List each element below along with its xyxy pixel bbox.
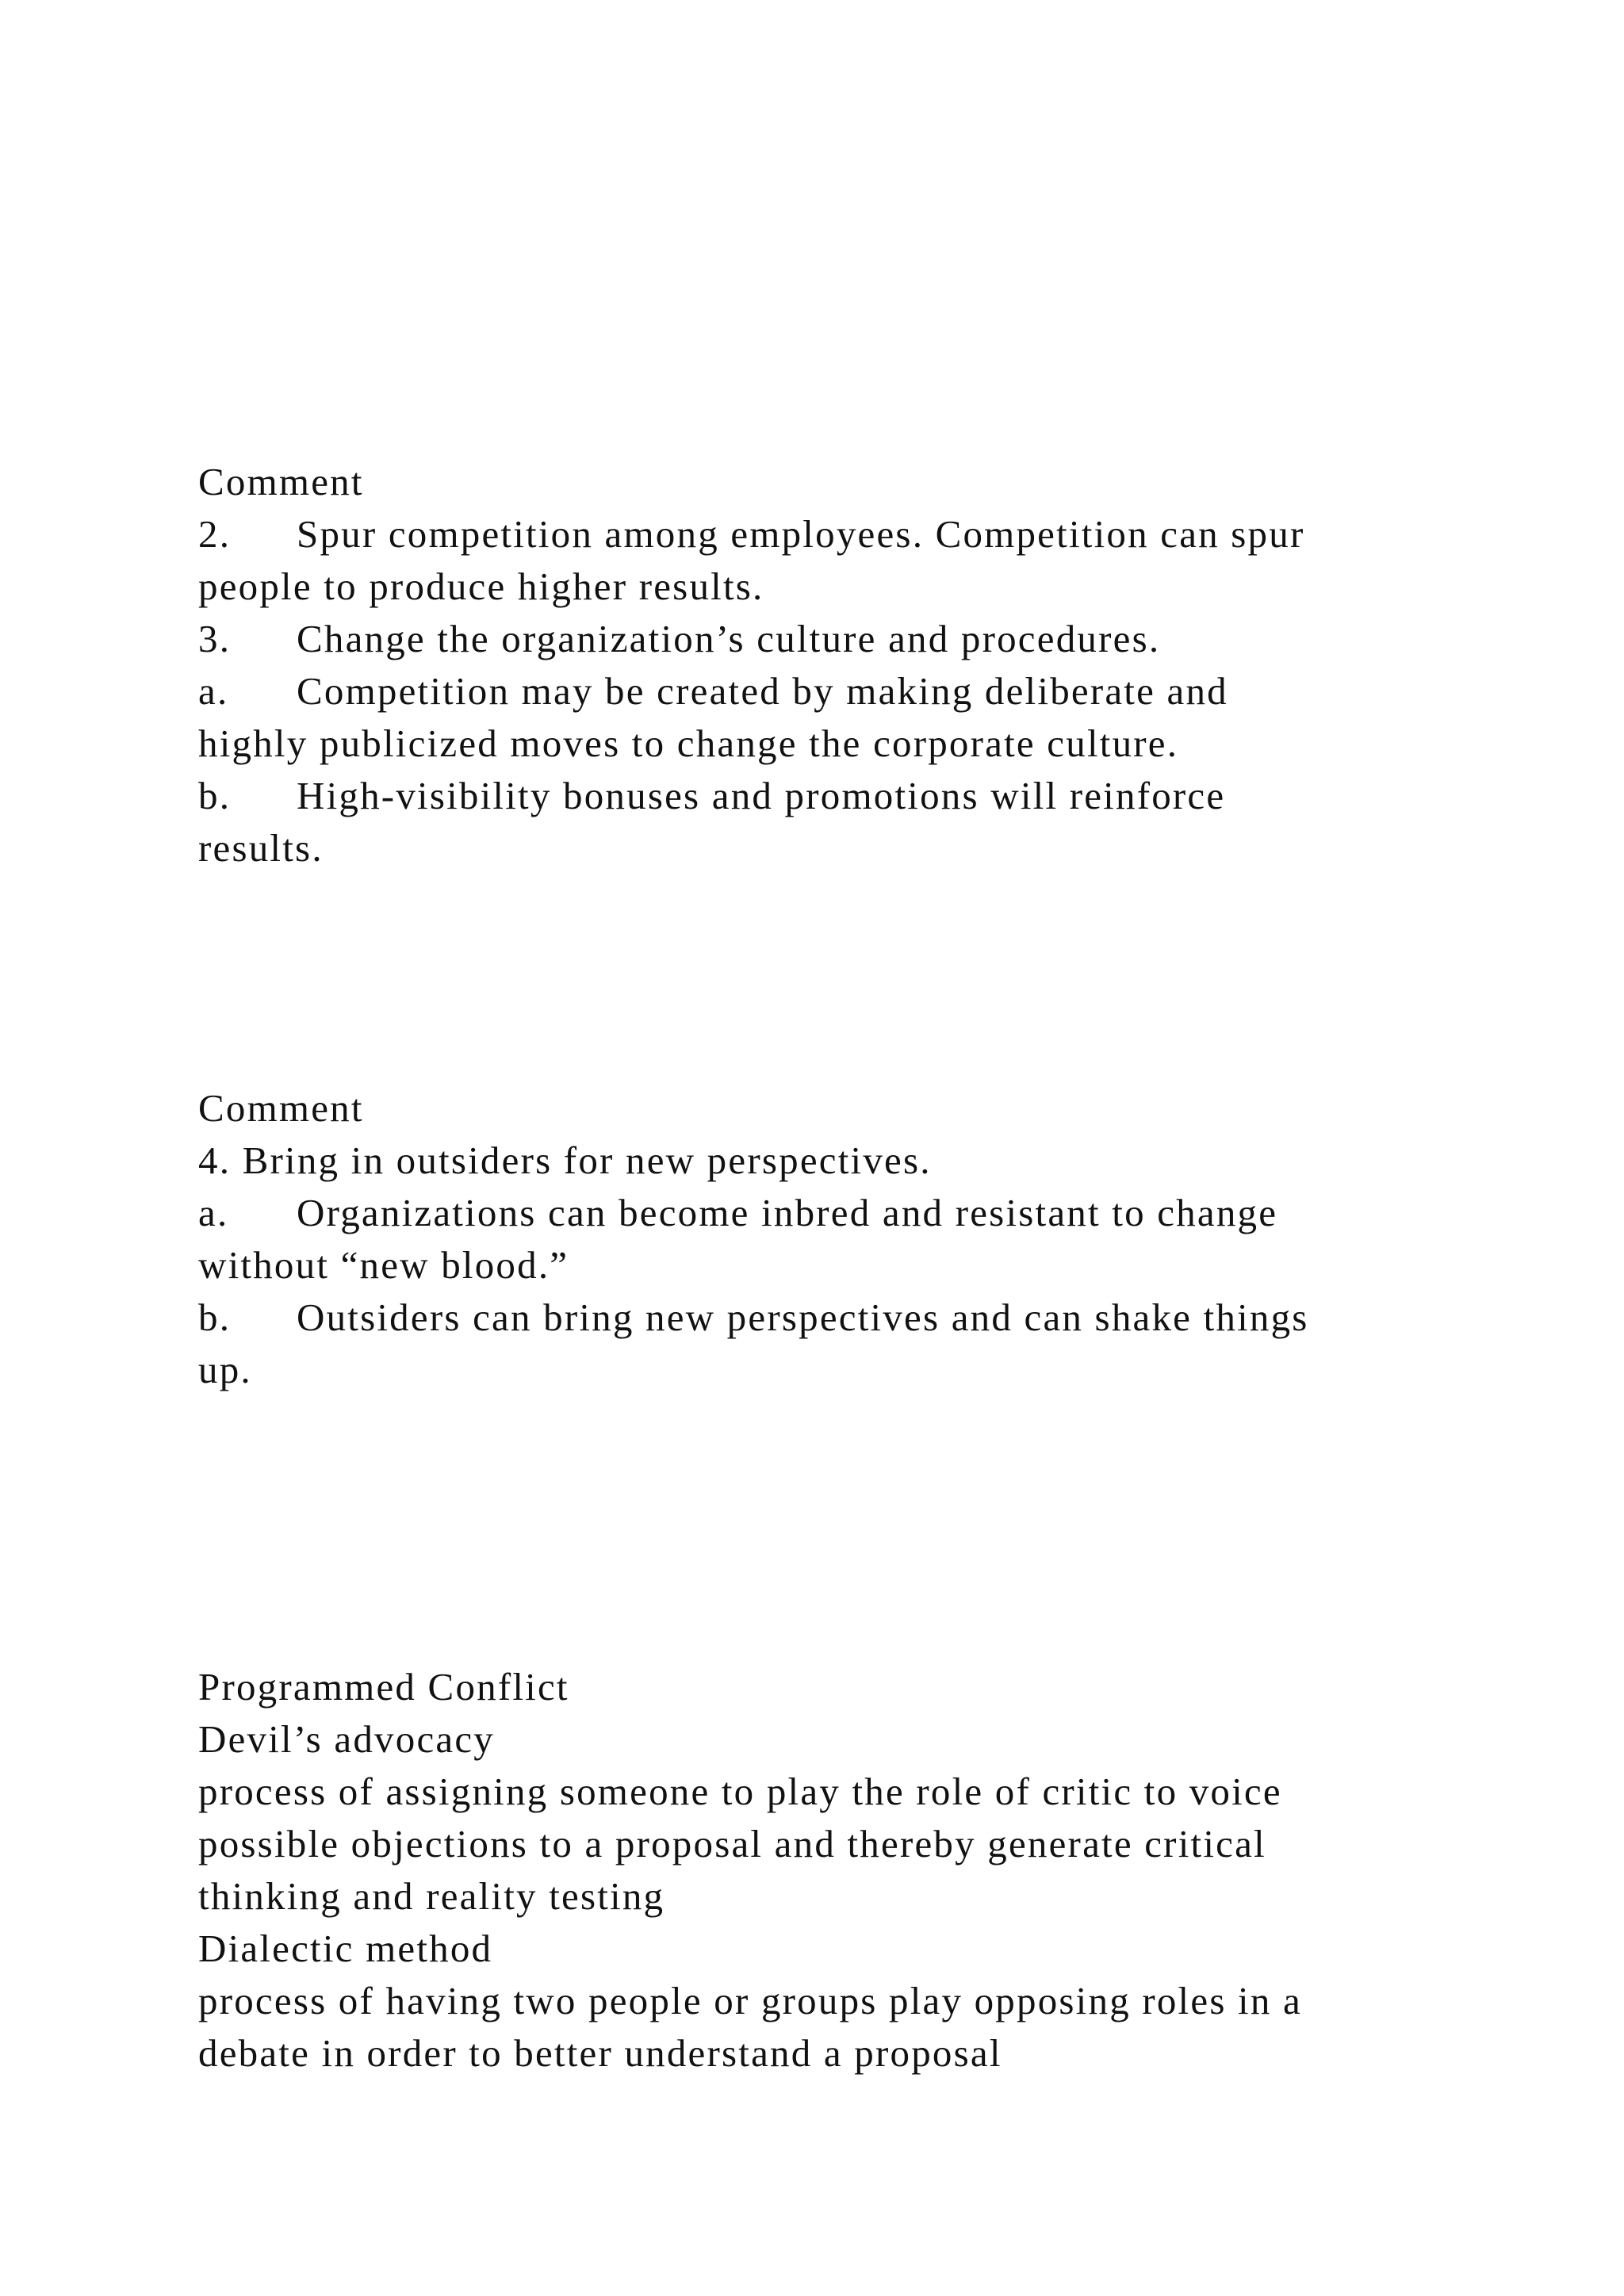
section-heading: Programmed Conflict bbox=[198, 1665, 569, 1709]
list-item-2 bbox=[198, 508, 1499, 561]
definition-text: debate in order to better understand a proposal bbox=[198, 2031, 1002, 2075]
programmed-conflict-section bbox=[198, 1661, 1499, 2080]
item-letter: b. bbox=[198, 774, 232, 817]
item-text: High-visibility bonuses and promotions will reinforce bbox=[297, 774, 1226, 817]
item-letter: a. bbox=[198, 669, 229, 713]
comment-section-outsiders bbox=[198, 1082, 1499, 1396]
item-text-continued: up. bbox=[198, 1348, 252, 1391]
sub-item-b bbox=[198, 770, 1499, 822]
definition-text: possible objections to a proposal and thereby generate critical bbox=[198, 1822, 1266, 1866]
item-text: Outsiders can bring new perspectives and can shake things bbox=[297, 1295, 1309, 1339]
sub-item-a bbox=[198, 1187, 1499, 1239]
item-text-continued: results. bbox=[198, 826, 324, 870]
term-dialectic-method: Dialectic method bbox=[198, 1927, 493, 1970]
comment-section-culture bbox=[198, 456, 1499, 874]
item-text-continued: without “new blood.” bbox=[198, 1243, 569, 1287]
section-heading: Comment bbox=[198, 1086, 364, 1130]
item-letter: b. bbox=[198, 1295, 232, 1339]
sub-item-a bbox=[198, 665, 1499, 718]
item-letter: a. bbox=[198, 1191, 229, 1234]
item-text: Spur competition among employees. Competition can spur bbox=[297, 512, 1305, 556]
section-heading: Comment bbox=[198, 460, 364, 503]
item-text: Organizations can become inbred and resistant to change bbox=[297, 1191, 1278, 1234]
item-text-continued: highly publicized moves to change the corporate culture. bbox=[198, 721, 1179, 765]
definition-text: process of having two people or groups play opposing roles in a bbox=[198, 1979, 1302, 2022]
definition-text: process of assigning someone to play the role of critic to voice bbox=[198, 1770, 1282, 1813]
list-item-3 bbox=[198, 613, 1499, 665]
term-devils-advocacy: Devil’s advocacy bbox=[198, 1717, 495, 1761]
sub-item-b bbox=[198, 1292, 1499, 1344]
item-number: 3. bbox=[198, 617, 232, 660]
list-item-4: 4. Bring in outsiders for new perspectives. bbox=[198, 1138, 932, 1182]
item-text: Competition may be created by making deliberate and bbox=[297, 669, 1228, 713]
definition-text: thinking and reality testing bbox=[198, 1874, 665, 1918]
item-number: 2. bbox=[198, 512, 232, 556]
item-text: Change the organization’s culture and procedures. bbox=[297, 617, 1161, 660]
item-text-continued: people to produce higher results. bbox=[198, 564, 764, 608]
